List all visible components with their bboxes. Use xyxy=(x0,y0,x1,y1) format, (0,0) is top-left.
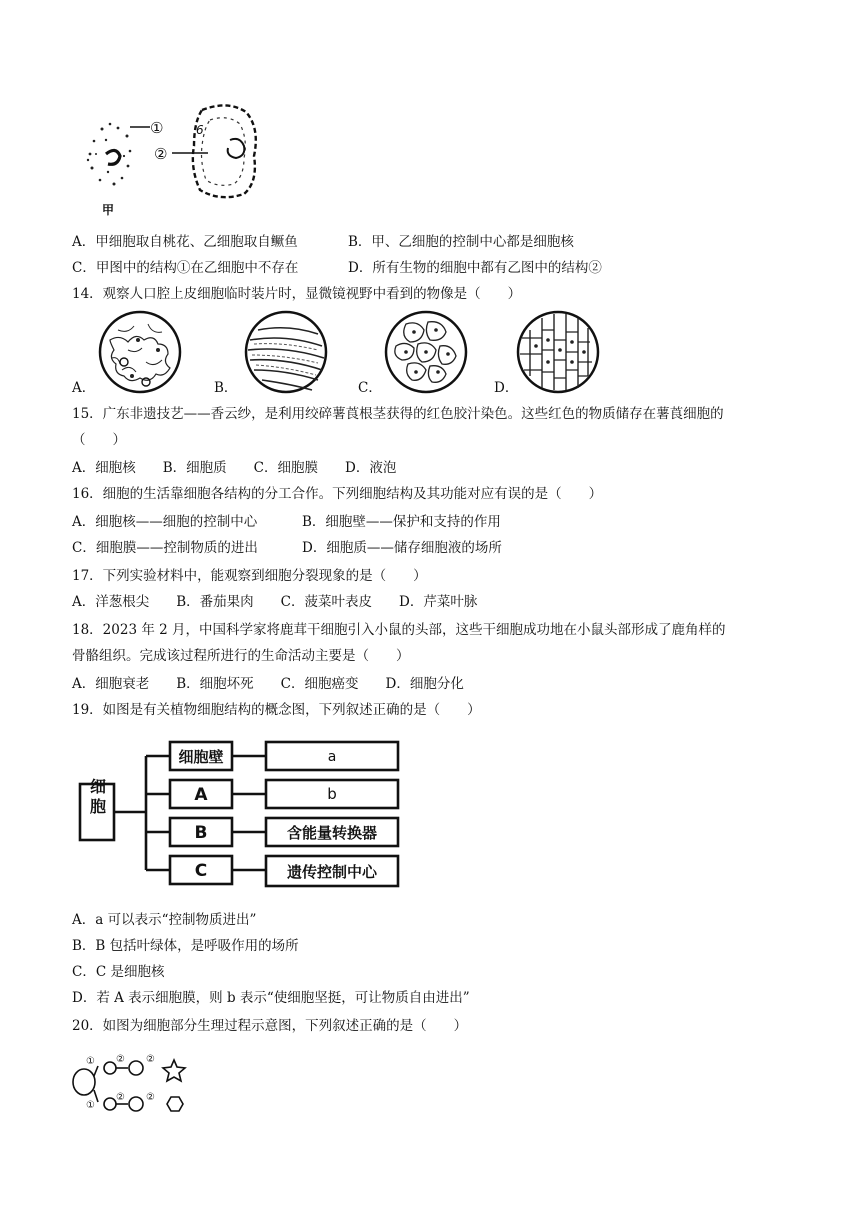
diagram-function-energy: 含能量转换器 xyxy=(286,824,378,842)
q13-option-a: A．甲细胞取自桃花、乙细胞取自鳜鱼 xyxy=(72,234,298,250)
q13-option-b: B．甲、乙细胞的控制中心都是细胞核 xyxy=(348,234,574,250)
step2-top: ② xyxy=(116,1054,125,1065)
q19-stem: 19．如图是有关植物细胞结构的概念图，下列叙述正确的是（ ） xyxy=(72,702,481,718)
marker-1: ① xyxy=(150,119,164,137)
fig13-label-jia: 甲 xyxy=(102,203,115,217)
q14-label-d: D． xyxy=(494,380,519,396)
q19-option-d: D．若 A 表示细胞膜，则 b 表示“使细胞坚挺，可让物质自由进出” xyxy=(72,990,470,1006)
svg-text:6: 6 xyxy=(196,123,204,137)
q17-options: A．洋葱根尖 B．番茄果肉 C．菠菜叶表皮 D．芹菜叶脉 xyxy=(72,594,478,610)
q15-options: A．细胞核 B．细胞质 C．细胞膜 D．液泡 xyxy=(72,460,397,476)
q19-option-c: C．C 是细胞核 xyxy=(72,964,165,980)
cell-yi xyxy=(193,105,256,197)
q16-option-c: C．细胞膜——控制物质的进出 xyxy=(72,540,258,556)
q14-micrograph-b xyxy=(244,310,328,394)
diagram-node-cell-wall: 细胞壁 xyxy=(178,748,224,766)
diagram-node-c: C xyxy=(194,861,208,881)
q19-option-a: A．a 可以表示“控制物质进出” xyxy=(72,912,257,928)
q16-option-d: D．细胞质——储存细胞液的场所 xyxy=(302,540,502,556)
q19-option-b: B．B 包括叶绿体，是呼吸作用的场所 xyxy=(72,938,299,954)
q13-option-d: D．所有生物的细胞中都有乙图中的结构② xyxy=(348,260,602,276)
q16-stem: 16．细胞的生活靠细胞各结构的分工合作。下列细胞结构及其功能对应有误的是（ ） xyxy=(72,486,603,502)
q20-process-diagram xyxy=(70,1052,200,1120)
q14-stem: 14．观察人口腔上皮细胞临时装片时，显微镜视野中看到的物像是（ ） xyxy=(72,286,522,302)
cell-jia xyxy=(87,123,132,186)
q18-stem-line2: 骨骼组织。完成该过程所进行的生命活动主要是（ ） xyxy=(72,648,410,664)
q15-stem-line2: （ ） xyxy=(72,432,126,448)
diagram-function-b: b xyxy=(327,785,337,803)
q18-options: A．细胞衰老 B．细胞坏死 C．细胞癌变 D．细胞分化 xyxy=(72,676,464,692)
step1-top: ① xyxy=(86,1056,95,1067)
marker-2: ② xyxy=(154,145,168,163)
q13-option-c: C．甲图中的结构①在乙细胞中不存在 xyxy=(72,260,299,276)
q14-label-b: B． xyxy=(214,380,238,396)
diagram-node-b: B xyxy=(194,823,208,843)
step2-bottom: ② xyxy=(116,1092,125,1103)
q20-stem: 20．如图为细胞部分生理过程示意图，下列叙述正确的是（ ） xyxy=(72,1018,468,1034)
q13-cell-figure xyxy=(80,96,280,226)
q14-micrograph-a xyxy=(98,310,182,394)
q15-stem-line1: 15．广东非遗技艺——香云纱，是利用绞碎薯莨根茎获得的红色胶汁染色。这些红色的物质储存在薯莨细胞的 xyxy=(72,406,724,422)
q18-stem-line1: 18．2023 年 2 月，中国科学家将鹿茸干细胞引入小鼠的头部，这些干细胞成功地在小鼠头部形成了鹿角样的 xyxy=(72,622,726,638)
diagram-root-label: 细胞 xyxy=(87,778,107,818)
diagram-function-genetic: 遗传控制中心 xyxy=(286,863,378,881)
step2-bottom-b: ② xyxy=(146,1092,155,1103)
q17-stem: 17．下列实验材料中，能观察到细胞分裂现象的是（ ） xyxy=(72,568,427,584)
step1-bottom: ① xyxy=(86,1100,95,1111)
step2-top-b: ② xyxy=(146,1054,155,1065)
diagram-function-a: a xyxy=(327,749,337,765)
q19-concept-diagram xyxy=(74,738,414,894)
q14-label-a: A． xyxy=(72,380,96,396)
q16-option-b: B．细胞壁——保护和支持的作用 xyxy=(302,514,501,530)
q14-label-c: C． xyxy=(358,380,382,396)
q14-micrograph-d xyxy=(516,310,600,394)
diagram-node-a: A xyxy=(194,785,208,805)
q14-micrograph-c xyxy=(384,310,468,394)
q16-option-a: A．细胞核——细胞的控制中心 xyxy=(72,514,258,530)
